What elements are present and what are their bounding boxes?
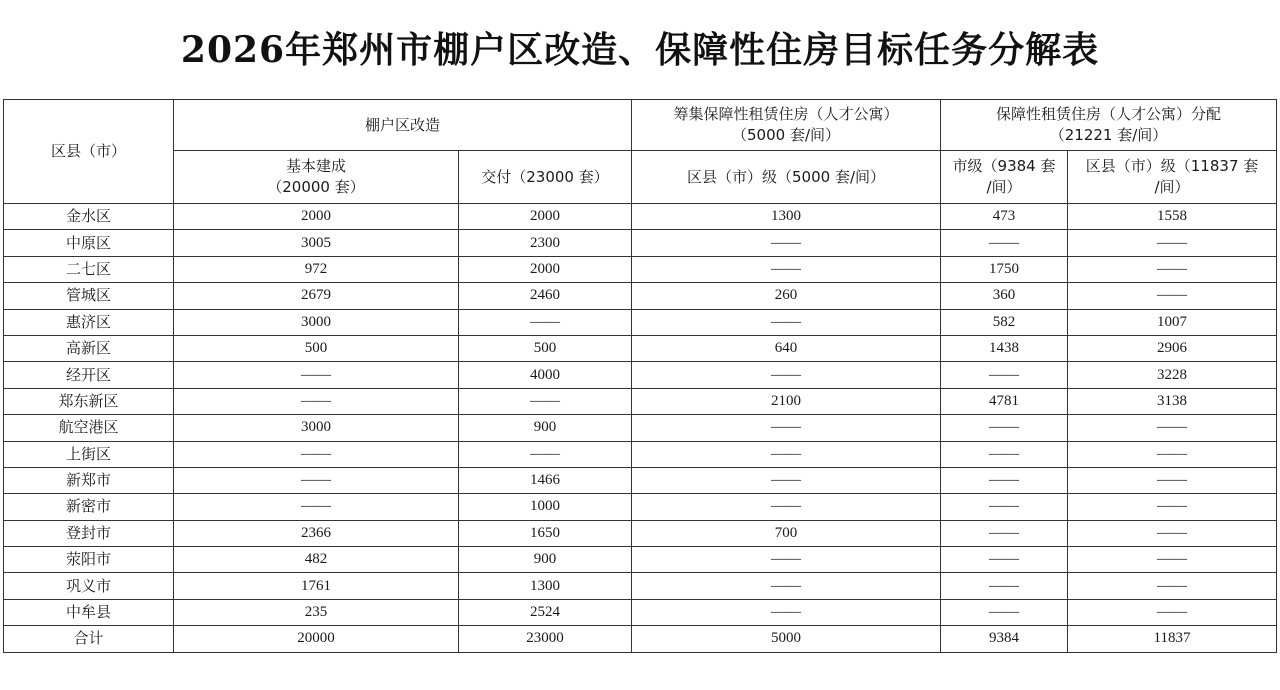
table-row [4, 388, 1277, 414]
header-raise-line2: （5000 套/间） [732, 126, 841, 144]
table-row [4, 599, 1277, 625]
cell-alloc-county: —— [1068, 230, 1277, 256]
cell-basic-built: 235 [174, 599, 459, 625]
header-raise-rental-housing [632, 100, 941, 151]
cell-delivered: 2000 [459, 256, 632, 282]
cell-alloc-city: 9384 [941, 626, 1068, 652]
header-raise-line1: 筹集保障性租赁住房（人才公寓） [673, 105, 899, 123]
cell-alloc-county: 3228 [1068, 362, 1277, 388]
cell-alloc-county: 2906 [1068, 335, 1277, 361]
header-allocate-line2: （21221 套/间） [1049, 126, 1168, 144]
cell-alloc-city: 582 [941, 309, 1068, 335]
cell-basic-built: 500 [174, 335, 459, 361]
table-row [4, 335, 1277, 361]
cell-delivered: 500 [459, 335, 632, 361]
cell-alloc-county: —— [1068, 441, 1277, 467]
header-row-1 [4, 100, 1277, 151]
cell-alloc-city: —— [941, 573, 1068, 599]
cell-alloc-city: —— [941, 494, 1068, 520]
cell-alloc-county: 1558 [1068, 204, 1277, 230]
cell-delivered: 900 [459, 547, 632, 573]
header-alloc-county-level [1068, 151, 1277, 204]
cell-basic-built: 972 [174, 256, 459, 282]
header-basic-built [174, 151, 459, 204]
cell-basic-built: —— [174, 362, 459, 388]
cell-district: 新郑市 [4, 467, 174, 493]
header-alloc-county-line2: /间） [1154, 178, 1190, 196]
cell-district: 中牟县 [4, 599, 174, 625]
cell-district: 上街区 [4, 441, 174, 467]
cell-district: 高新区 [4, 335, 174, 361]
cell-delivered: —— [459, 309, 632, 335]
table-row [4, 494, 1277, 520]
header-row-2 [4, 151, 1277, 204]
header-alloc-city-line2: /间） [986, 178, 1022, 196]
cell-delivered: —— [459, 441, 632, 467]
cell-raise-county: —— [632, 362, 941, 388]
cell-alloc-city: 360 [941, 283, 1068, 309]
cell-alloc-city: 4781 [941, 388, 1068, 414]
cell-raise-county: —— [632, 494, 941, 520]
cell-raise-county: —— [632, 230, 941, 256]
cell-alloc-city: —— [941, 547, 1068, 573]
cell-district: 中原区 [4, 230, 174, 256]
cell-basic-built: —— [174, 467, 459, 493]
header-alloc-city-line1: 市级（9384 套 [952, 157, 1056, 175]
table-row [4, 415, 1277, 441]
cell-alloc-county: —— [1068, 467, 1277, 493]
table-row [4, 547, 1277, 573]
cell-raise-county: 640 [632, 335, 941, 361]
cell-basic-built: 482 [174, 547, 459, 573]
cell-alloc-county: —— [1068, 494, 1277, 520]
cell-raise-county: 700 [632, 520, 941, 546]
cell-raise-county: —— [632, 599, 941, 625]
cell-alloc-county: —— [1068, 520, 1277, 546]
table-row [4, 309, 1277, 335]
table-row-total [4, 626, 1277, 652]
cell-district: 金水区 [4, 204, 174, 230]
task-breakdown-table [3, 99, 1277, 653]
cell-alloc-county: 1007 [1068, 309, 1277, 335]
header-shantytown-renovation: 棚户区改造 [174, 100, 632, 151]
table-row [4, 520, 1277, 546]
header-basic-built-line1: 基本建成 [285, 157, 346, 175]
document-title: 2026年郑州市棚户区改造、保障性住房目标任务分解表 [180, 29, 1100, 71]
cell-district: 荥阳市 [4, 547, 174, 573]
cell-delivered: 4000 [459, 362, 632, 388]
cell-delivered: 2300 [459, 230, 632, 256]
header-raise-county-level: 区县（市）级（5000 套/间） [632, 151, 941, 204]
cell-alloc-city: 1750 [941, 256, 1068, 282]
cell-alloc-county: 11837 [1068, 626, 1277, 652]
cell-district: 郑东新区 [4, 388, 174, 414]
cell-basic-built: 2000 [174, 204, 459, 230]
cell-raise-county: —— [632, 309, 941, 335]
cell-alloc-city: —— [941, 599, 1068, 625]
cell-raise-county: —— [632, 256, 941, 282]
cell-alloc-county: —— [1068, 547, 1277, 573]
cell-basic-built: —— [174, 388, 459, 414]
cell-alloc-city: —— [941, 362, 1068, 388]
table-row [4, 467, 1277, 493]
cell-alloc-city: —— [941, 441, 1068, 467]
cell-alloc-city: 1438 [941, 335, 1068, 361]
cell-raise-county: 260 [632, 283, 941, 309]
cell-alloc-county: —— [1068, 283, 1277, 309]
header-district: 区县（市） [4, 100, 174, 204]
cell-alloc-city: —— [941, 230, 1068, 256]
cell-basic-built: 20000 [174, 626, 459, 652]
cell-raise-county: —— [632, 573, 941, 599]
cell-district: 新密市 [4, 494, 174, 520]
cell-district: 二七区 [4, 256, 174, 282]
cell-basic-built: 3000 [174, 415, 459, 441]
cell-raise-county: 1300 [632, 204, 941, 230]
header-alloc-city-level [941, 151, 1068, 204]
cell-raise-county: —— [632, 415, 941, 441]
table-row [4, 256, 1277, 282]
table-row [4, 362, 1277, 388]
cell-district: 经开区 [4, 362, 174, 388]
cell-district: 巩义市 [4, 573, 174, 599]
cell-delivered: 1000 [459, 494, 632, 520]
cell-alloc-city: —— [941, 520, 1068, 546]
cell-basic-built: 2366 [174, 520, 459, 546]
cell-alloc-city: 473 [941, 204, 1068, 230]
header-alloc-county-line1: 区县（市）级（11837 套 [1085, 157, 1259, 175]
cell-delivered: 900 [459, 415, 632, 441]
table-row [4, 441, 1277, 467]
cell-alloc-county: —— [1068, 573, 1277, 599]
header-allocate-line1: 保障性租赁住房（人才公寓）分配 [996, 105, 1222, 123]
cell-district: 登封市 [4, 520, 174, 546]
cell-delivered: 1300 [459, 573, 632, 599]
table-row [4, 204, 1277, 230]
cell-basic-built: 3005 [174, 230, 459, 256]
header-basic-built-line2: （20000 套） [267, 178, 365, 196]
cell-raise-county: —— [632, 467, 941, 493]
cell-alloc-city: —— [941, 467, 1068, 493]
cell-delivered: 23000 [459, 626, 632, 652]
cell-delivered: 1650 [459, 520, 632, 546]
cell-alloc-city: —— [941, 415, 1068, 441]
cell-basic-built: 3000 [174, 309, 459, 335]
cell-delivered: —— [459, 388, 632, 414]
cell-basic-built: —— [174, 441, 459, 467]
cell-raise-county: 2100 [632, 388, 941, 414]
cell-district: 惠济区 [4, 309, 174, 335]
cell-alloc-county: —— [1068, 415, 1277, 441]
cell-delivered: 2460 [459, 283, 632, 309]
table-body [4, 204, 1277, 653]
cell-basic-built: —— [174, 494, 459, 520]
cell-district: 管城区 [4, 283, 174, 309]
cell-raise-county: —— [632, 547, 941, 573]
table-row [4, 230, 1277, 256]
header-allocate-rental-housing [941, 100, 1277, 151]
cell-delivered: 1466 [459, 467, 632, 493]
cell-district: 合计 [4, 626, 174, 652]
cell-basic-built: 2679 [174, 283, 459, 309]
table-row [4, 573, 1277, 599]
cell-delivered: 2524 [459, 599, 632, 625]
cell-alloc-county: —— [1068, 256, 1277, 282]
cell-alloc-county: 3138 [1068, 388, 1277, 414]
table-row [4, 283, 1277, 309]
cell-district: 航空港区 [4, 415, 174, 441]
cell-raise-county: —— [632, 441, 941, 467]
cell-alloc-county: —— [1068, 599, 1277, 625]
cell-raise-county: 5000 [632, 626, 941, 652]
cell-delivered: 2000 [459, 204, 632, 230]
header-delivered: 交付（23000 套） [459, 151, 632, 204]
cell-basic-built: 1761 [174, 573, 459, 599]
